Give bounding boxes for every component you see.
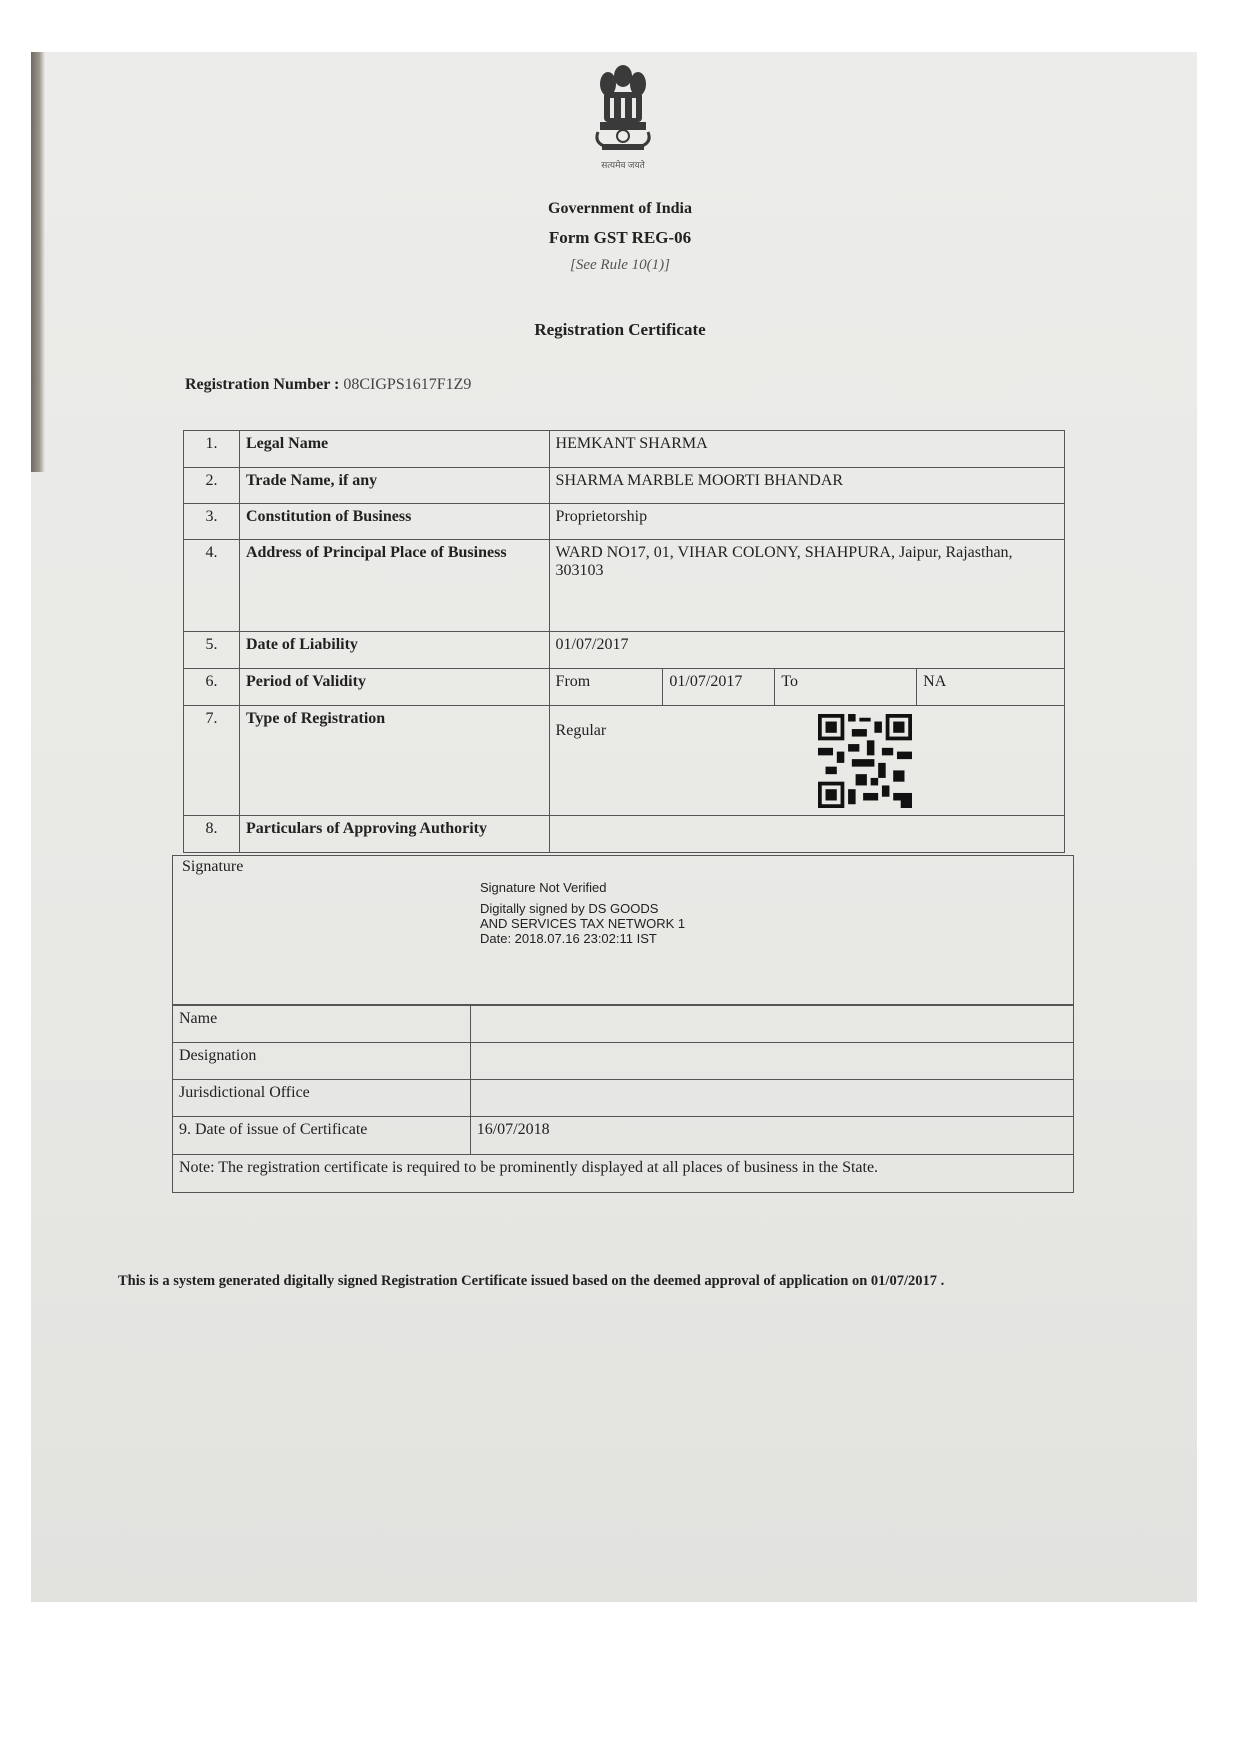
row-number: 4. (184, 540, 240, 632)
row-number: 1. (184, 431, 240, 468)
system-generated-footer: This is a system generated digitally signed Registration Certificate issued based on the deemed approval of application on 01/07/2017 . (118, 1273, 945, 1289)
rule-reference: [See Rule 10(1)] (570, 257, 670, 273)
table-row (173, 1155, 1074, 1193)
signature-date: Date: 2018.07.16 23:02:11 IST (480, 931, 657, 946)
row-label: Constitution of Business (239, 504, 549, 540)
signature-line: Digitally signed by DS GOODS (480, 901, 659, 916)
emblem-caption: सत्यमेव जयते (601, 160, 645, 170)
table-row (173, 1006, 1074, 1043)
trade-name-value: SHARMA MARBLE MOORTI BHANDAR (549, 468, 1064, 504)
table-row (184, 468, 1065, 504)
registration-number (185, 376, 471, 394)
row-number: 2. (184, 468, 240, 504)
issue-date-value: 16/07/2018 (470, 1117, 1073, 1155)
authority-value (470, 1043, 1073, 1080)
authority-table (172, 1005, 1074, 1193)
registration-number-value: 08CIGPS1617F1Z9 (343, 376, 472, 393)
registration-type-value: Regular (555, 722, 607, 739)
table-row (184, 816, 1065, 853)
qr-code-icon (818, 714, 912, 808)
row-label: Type of Registration (239, 706, 549, 816)
row-number: 6. (184, 669, 240, 706)
table-row (184, 504, 1065, 540)
legal-name-value: HEMKANT SHARMA (549, 431, 1064, 468)
liability-date-value: 01/07/2017 (549, 632, 1064, 669)
table-row (184, 431, 1065, 468)
authority-value (470, 1080, 1073, 1117)
authority-label: 9. Date of issue of Certificate (173, 1117, 471, 1155)
display-note: Note: The registration certificate is required to be prominently displayed at all places of business in the State. (173, 1155, 1074, 1193)
table-row (184, 669, 1065, 706)
table-row (184, 540, 1065, 632)
registration-number-label: Registration Number : (185, 376, 340, 393)
row-label: Particulars of Approving Authority (239, 816, 549, 853)
authority-label: Jurisdictional Office (173, 1080, 471, 1117)
authority-label: Designation (173, 1043, 471, 1080)
row-number: 8. (184, 816, 240, 853)
address-value: WARD NO17, 01, VIHAR COLONY, SHAHPURA, Jaipur, Rajasthan, 303103 (549, 540, 1064, 632)
row-number: 5. (184, 632, 240, 669)
registration-type-cell (549, 706, 1064, 816)
validity-from-label: From (549, 669, 663, 706)
authority-label: Name (173, 1006, 471, 1043)
approving-authority-value (549, 816, 1064, 853)
registration-details-table (183, 430, 1065, 853)
signature-status: Signature Not Verified (480, 880, 607, 895)
signature-label: Signature (182, 858, 244, 875)
form-heading: Form GST REG-06 (548, 228, 692, 247)
row-label: Period of Validity (239, 669, 549, 706)
certificate-title: Registration Certificate (534, 320, 706, 339)
table-row (173, 1117, 1074, 1155)
constitution-value: Proprietorship (549, 504, 1064, 540)
digital-signature-stamp (480, 880, 685, 946)
government-heading: Government of India (548, 200, 692, 217)
validity-from-value: 01/07/2017 (663, 669, 775, 706)
table-row (184, 632, 1065, 669)
row-label: Legal Name (239, 431, 549, 468)
national-emblem-icon (588, 62, 658, 172)
row-label: Date of Liability (239, 632, 549, 669)
table-row (173, 1043, 1074, 1080)
validity-to-value: NA (917, 669, 1065, 706)
row-number: 7. (184, 706, 240, 816)
row-number: 3. (184, 504, 240, 540)
validity-to-label: To (775, 669, 917, 706)
table-row (184, 706, 1065, 816)
signature-line: AND SERVICES TAX NETWORK 1 (480, 916, 686, 931)
row-label: Address of Principal Place of Business (239, 540, 549, 632)
authority-value (470, 1006, 1073, 1043)
table-row (173, 1080, 1074, 1117)
row-label: Trade Name, if any (239, 468, 549, 504)
